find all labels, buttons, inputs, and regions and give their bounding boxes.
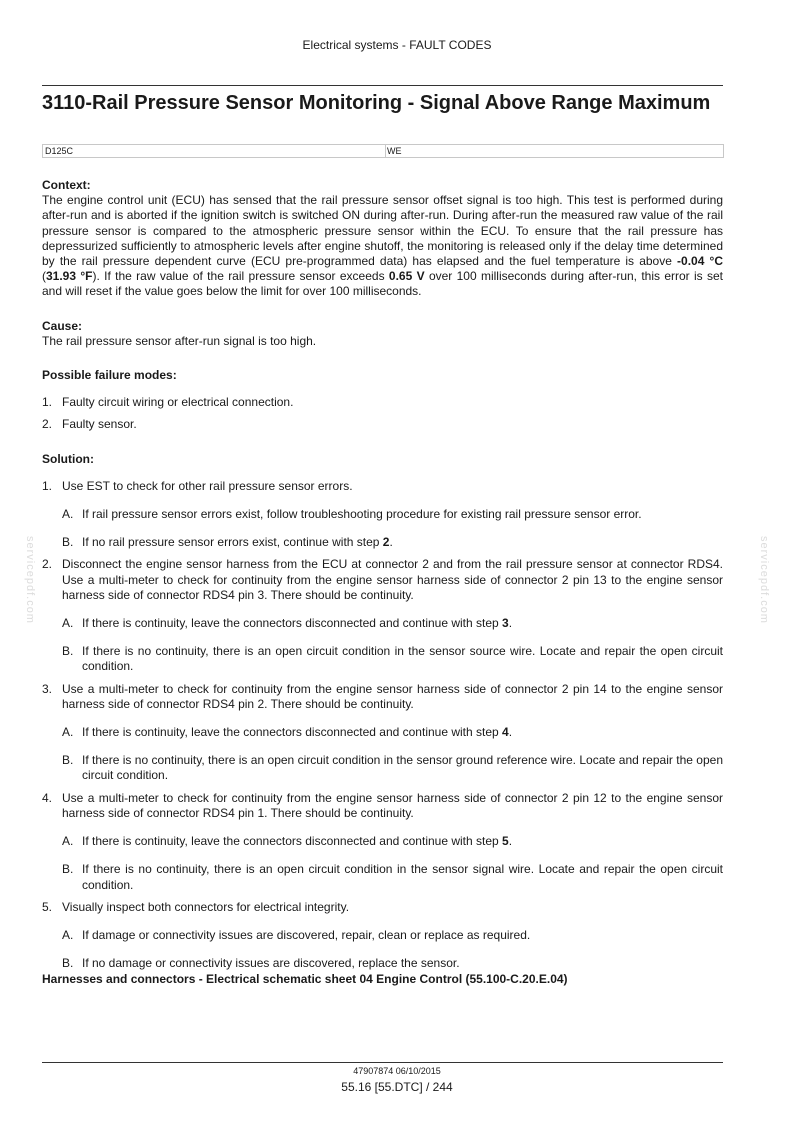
model-cell-2: WE: [387, 146, 402, 156]
model-cell-1: D125C: [43, 145, 386, 157]
document-body: [42, 178, 723, 988]
solution-step: 3. Use a multi-meter to check for continuity from the engine sensor harness side of connector 2 pin 14 to the engine sensor harness side of connector RDS4 pin 2. There should be continuity.: [42, 681, 723, 711]
cause-text: The rail pressure sensor after-run signal is too high.: [42, 333, 317, 348]
context-heading: Context:: [42, 178, 91, 192]
cross-reference-link[interactable]: Harnesses and connectors - Electrical schematic sheet 04 Engine Control (55.100-C.20.E.04): [42, 972, 568, 987]
running-header: Electrical systems - FAULT CODES: [302, 38, 492, 52]
solution-substep: A. If there is continuity, leave the connectors disconnected and continue with step 5.: [62, 834, 513, 849]
footer-rule: [42, 1062, 723, 1063]
solution-substep: A. If rail pressure sensor errors exist, follow troubleshooting procedure for existing rail pressure sensor error.: [62, 507, 642, 522]
context-paragraph: The engine control unit (ECU) has sensed that the rail pressure sensor offset signal is too high. This test is performed during after-run and is aborted if the ignition switch is switched ON during after-run. During after-run the measured raw value of the rail pressure sensor is compared to the atmospheric pressure sensor within the ECU. To ensure that the rail pressure has depressurized sufficiently to atmospheric levels after engine shutoff, the monitoring is released only if the delay time determined by the rail pressure dependent curve (ECU pre-programmed data) has elapsed and the fuel temperature is above -0.04 °C (31.93 °F). If the raw value of the rail pressure sensor exceeds 0.65 V over 100 milliseconds during after-run, this error is set and will reset if the value goes below the limit for over 100 milliseconds.: [42, 193, 724, 299]
failure-modes-heading: Possible failure modes:: [42, 368, 177, 383]
solution-step: 2. Disconnect the engine sensor harness from the ECU at connector 2 and from the rail pressure sensor at connector RDS4. Use a multi-meter to check for continuity from the engine sensor harness side of connector 2 pin 13 to the engine sensor harness side of connector RDS4 pin 3. There should be continuity.: [42, 557, 723, 602]
solution-heading: Solution:: [42, 451, 94, 466]
failure-mode-item: 2. Faulty sensor.: [42, 417, 137, 432]
solution-substep: B. If no damage or connectivity issues are discovered, replace the sensor.: [62, 956, 460, 971]
solution-step: 5. Visually inspect both connectors for electrical integrity.: [42, 899, 350, 914]
solution-substep: A. If there is continuity, leave the connectors disconnected and continue with step 3.: [62, 616, 513, 631]
solution-substep: B. If no rail pressure sensor errors exist, continue with step 2.: [62, 535, 393, 550]
cause-heading: Cause:: [42, 318, 83, 333]
page-number: 55.16 [55.DTC] / 244: [341, 1080, 453, 1094]
temp-fahrenheit: 31.93 °F: [46, 269, 93, 284]
page-title: 3110-Rail Pressure Sensor Monitoring - Signal Above Range Maximum: [42, 92, 711, 114]
temp-celsius: -0.04 °C: [677, 254, 723, 269]
watermark-left: servicepdf.com: [24, 536, 36, 624]
solution-substep: B. If there is no continuity, there is an open circuit condition in the sensor source wire. Locate and repair the open circuit condition.: [62, 644, 723, 674]
solution-substep: B. If there is no continuity, there is an open circuit condition in the sensor ground reference wire. Locate and repair the open circuit condition.: [62, 753, 723, 783]
failure-mode-item: 1. Faulty circuit wiring or electrical connection.: [42, 395, 294, 410]
solution-step: 4. Use a multi-meter to check for continuity from the engine sensor harness side of connector 2 pin 12 to the engine sensor harness side of connector RDS4 pin 1. There should be continuity.: [42, 790, 723, 820]
voltage-threshold: 0.65 V: [388, 269, 425, 284]
model-applicability-table: [42, 144, 724, 158]
document-id: 47907874 06/10/2015: [353, 1066, 441, 1076]
solution-substep: B. If there is no continuity, there is an open circuit condition in the sensor signal wire. Locate and repair the open circuit condition.: [62, 862, 723, 892]
solution-substep: A. If damage or connectivity issues are discovered, repair, clean or replace as required.: [62, 927, 531, 942]
solution-step: 1. Use EST to check for other rail pressure sensor errors.: [42, 478, 353, 493]
header-rule: [42, 85, 723, 86]
watermark-right: servicepdf.com: [758, 536, 770, 624]
solution-substep: A. If there is continuity, leave the connectors disconnected and continue with step 4.: [62, 725, 513, 740]
